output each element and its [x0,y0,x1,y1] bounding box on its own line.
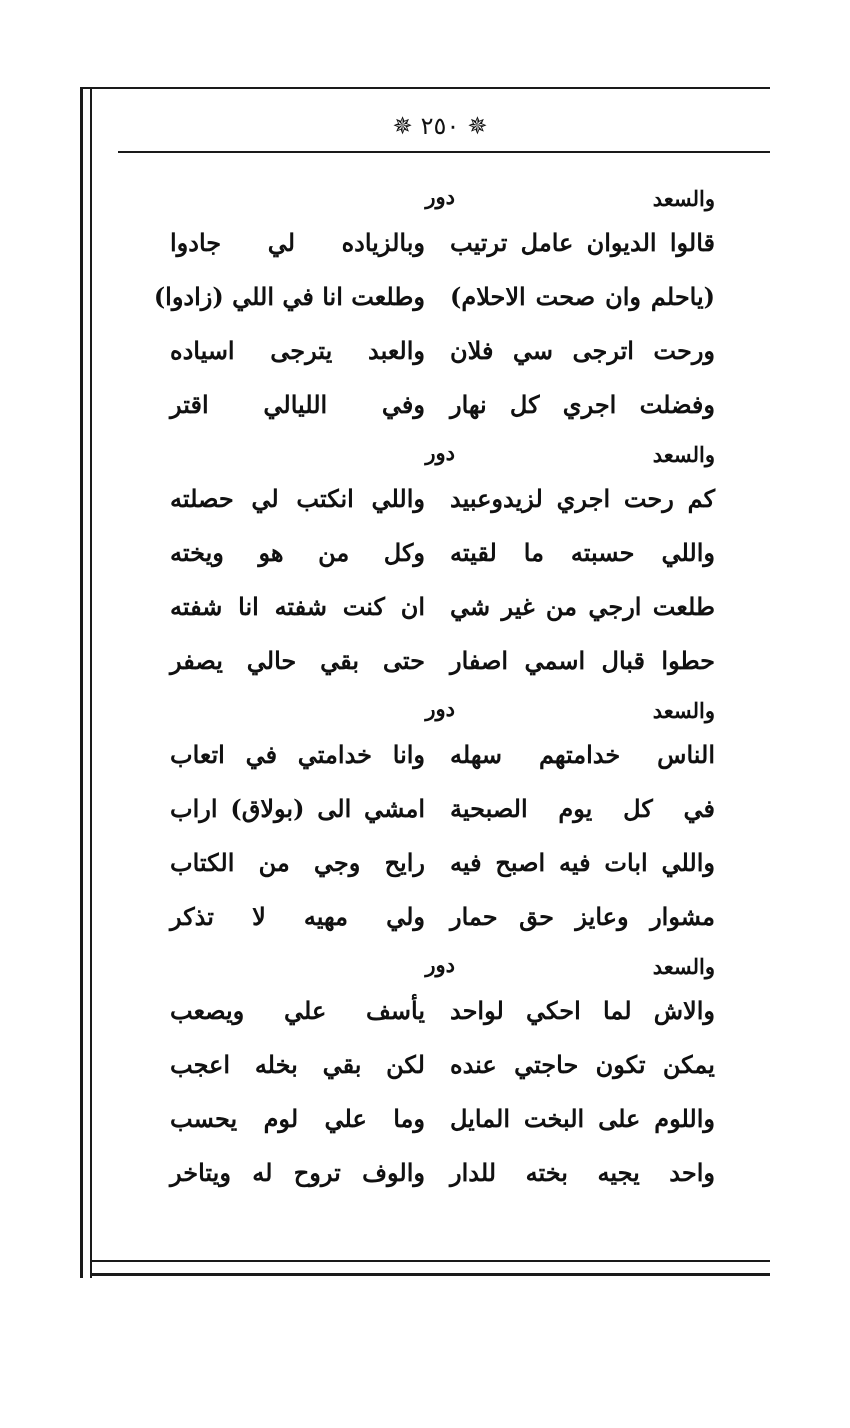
header-rule [118,151,770,153]
ornament-right-icon: ✵ [467,112,488,140]
verse-first-hemistich: وفضلت اجري كل نهار [450,390,715,419]
verse-line [170,786,715,840]
verse-second-hemistich: وما علي لوم يحسب [170,1104,425,1133]
page-number: ٢٥٠ [420,112,460,140]
verse-line [170,584,715,638]
frame-left-outer-rule [80,88,83,1278]
frame-top-rule [80,87,770,89]
page-header [370,108,510,144]
refrain-label: والسعد [652,186,715,211]
verse-first-hemistich: ورحت اترجى سي فلان [450,336,715,365]
stanza-marker [170,436,715,476]
verse-line [170,638,715,692]
ornament-left-icon: ✵ [392,112,413,140]
verse-first-hemistich: يمكن تكون حاجتي عنده [450,1050,715,1079]
verse-line [170,328,715,382]
footer-rule-thin [90,1260,770,1262]
verse-second-hemistich: لكن بقي بخله اعجب [170,1050,425,1079]
verse-line [170,732,715,786]
verse-first-hemistich: كم رحت اجري لزيدوعبيد [450,484,715,513]
verse-line [170,1096,715,1150]
stanza-marker [170,180,715,220]
verse-first-hemistich: (ياحلم وان صحت الاحلام) [450,282,715,311]
verse-second-hemistich: واللي انكتب لي حصلته [170,484,425,513]
verse-line [170,894,715,948]
verse-second-hemistich: امشي الى (بولاق) اراب [170,794,425,823]
verse-line [170,1042,715,1096]
verse-second-hemistich: وانا خدامتي في اتعاب [170,740,425,769]
verse-second-hemistich: يأسف علي ويصعب [170,996,425,1025]
verse-first-hemistich: واللوم على البخت المايل [450,1104,715,1133]
verse-line [170,382,715,436]
verse-second-hemistich: وكل من هو ويخته [170,538,425,567]
verse-first-hemistich: مشوار وعايز حق حمار [450,902,715,931]
frame-left-inner-rule [90,88,92,1278]
verse-second-hemistich: وبالزياده لي جادوا [170,228,425,257]
verse-first-hemistich: الناس خدامتهم سهله [450,740,715,769]
poem-body [153,180,715,1204]
verse-second-hemistich: ان كنت شفته انا شفته [170,592,425,621]
verse-first-hemistich: واللي ابات فيه اصبح فيه [450,848,715,877]
refrain-label: والسعد [652,954,715,979]
verse-line [170,988,715,1042]
dawr-label: دور [425,440,455,465]
refrain-label: والسعد [652,442,715,467]
stanza-marker [170,692,715,732]
dawr-label: دور [425,184,455,209]
verse-first-hemistich: حطوا قبال اسمي اصفار [450,646,715,675]
dawr-label: دور [425,952,455,977]
footer-rule-thick [90,1273,770,1276]
verse-first-hemistich: والاش لما احكي لواحد [450,996,715,1025]
verse-first-hemistich: في كل يوم الصبحية [450,794,715,823]
verse-first-hemistich: قالوا الديوان عامل ترتيب [450,228,715,257]
verse-second-hemistich: والوف تروح له ويتاخر [170,1158,425,1187]
verse-line [170,220,715,274]
verse-second-hemistich: حتى بقي حالي يصفر [170,646,425,675]
stanza-marker [170,948,715,988]
verse-first-hemistich: واللي حسبته ما لقيته [450,538,715,567]
verse-line [153,274,715,328]
verse-second-hemistich: وفي الليالي اقتر [170,390,425,419]
verse-first-hemistich: واحد يجيه بخته للدار [450,1158,715,1187]
verse-line [170,476,715,530]
verse-second-hemistich: وطلعت انا في اللي (زادوا) [153,282,425,311]
verse-second-hemistich: والعبد يترجى اسياده [170,336,425,365]
verse-second-hemistich: رايح وجي من الكتاب [170,848,425,877]
verse-line [170,530,715,584]
verse-second-hemistich: ولي مهيه لا تذكر [170,902,425,931]
verse-line [170,1150,715,1204]
verse-line [170,840,715,894]
refrain-label: والسعد [652,698,715,723]
verse-first-hemistich: طلعت ارجي من غير شي [450,592,715,621]
dawr-label: دور [425,696,455,721]
